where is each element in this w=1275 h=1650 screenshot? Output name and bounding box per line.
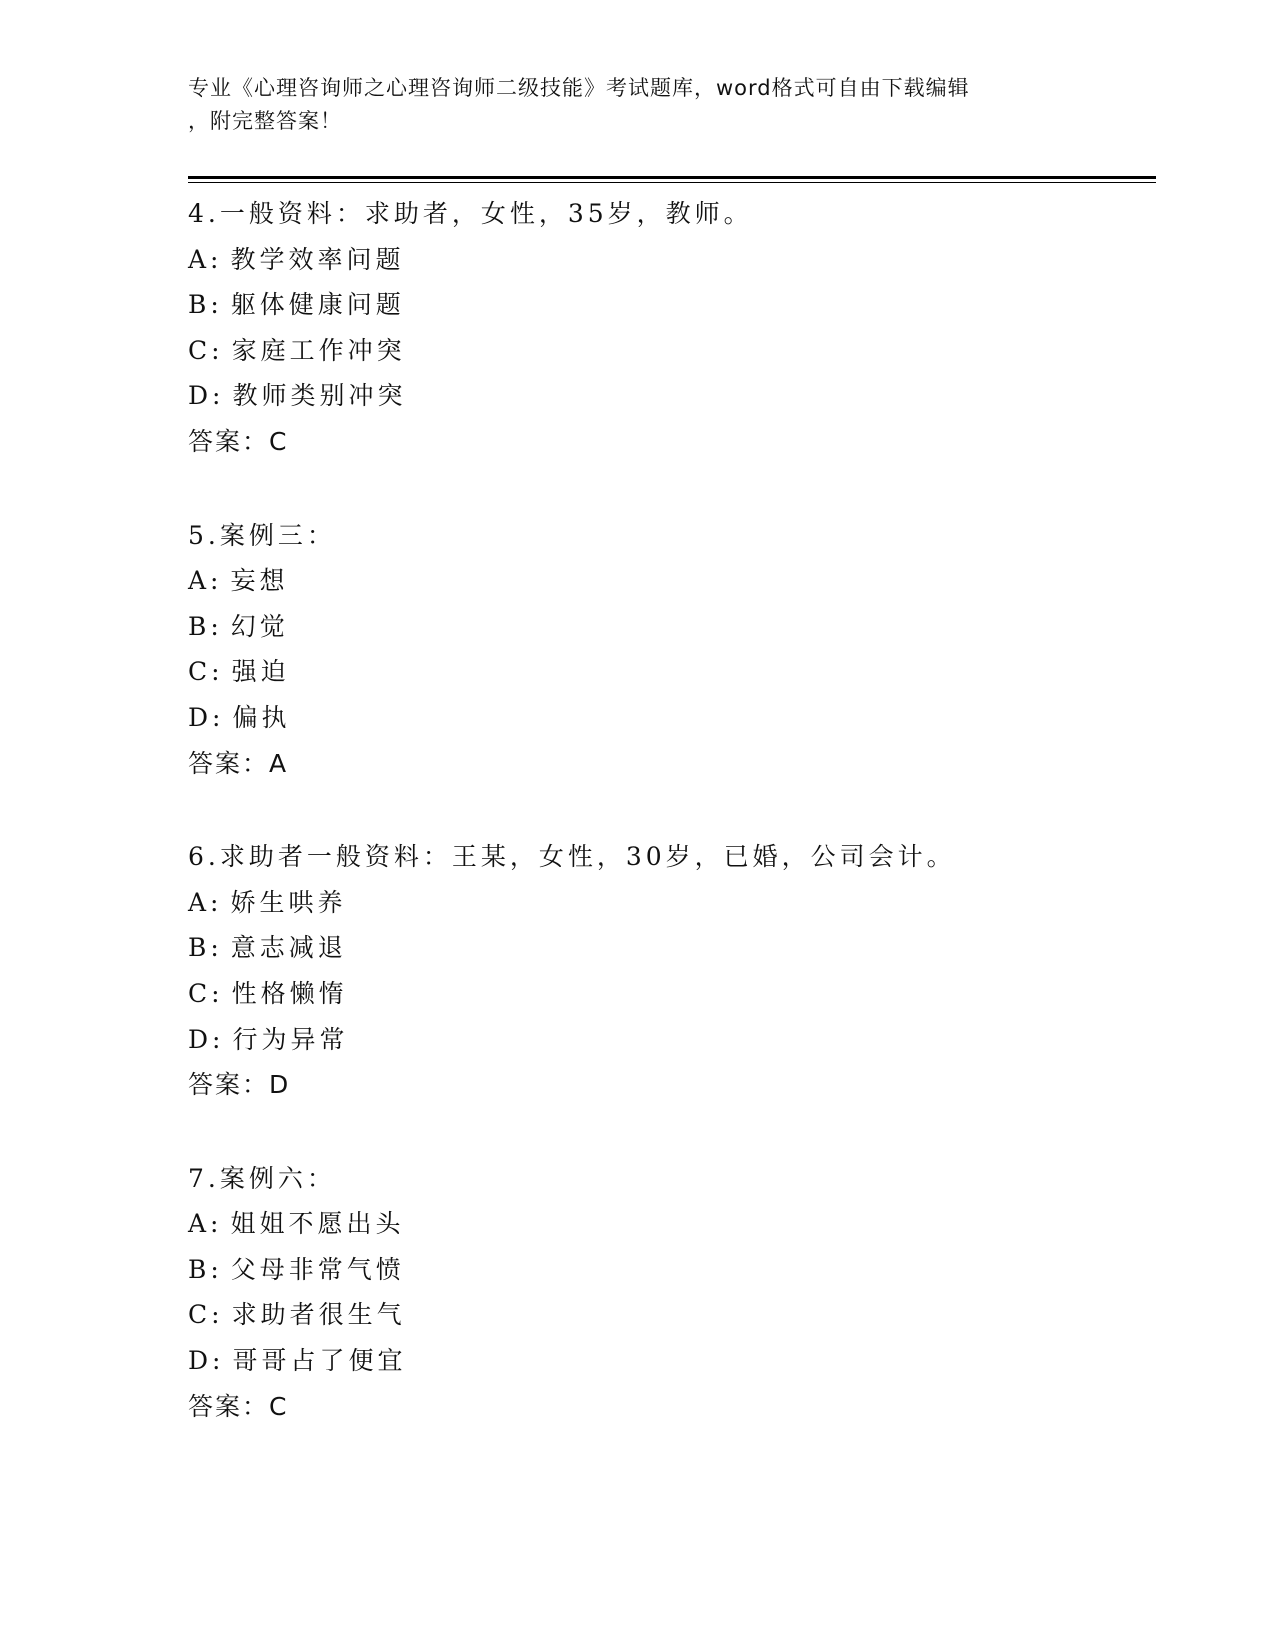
option-text: 教学效率问题 [230,244,405,274]
option-text: 性格懒惰 [231,978,348,1008]
answer-line [188,1384,1156,1430]
option-letter: A: [188,1209,223,1239]
option-text: 家庭工作冲突 [231,335,406,365]
option-a [188,558,1156,604]
question-stem: 6.求助者一般资料：王某，女性，30岁，已婚，公司会计。 [188,842,956,872]
option-text: 父母非常气愤 [230,1254,405,1284]
answer-line [188,1062,1156,1108]
option-letter: B: [188,933,223,963]
option-letter: D: [188,381,225,411]
option-d [188,695,1156,741]
header-divider-thin [188,182,1156,183]
question-item [188,834,1156,1108]
document-header [188,72,1088,138]
header-subtitle-line: ，附完整答案！ [188,109,342,133]
option-text: 娇生哄养 [230,887,347,917]
header-title-line: 专业《心理咨询师之心理咨询师二级技能》考试题库，word格式可自由下载编辑 [188,76,970,100]
answer-line [188,741,1156,787]
option-text: 强迫 [231,657,290,687]
option-text: 偏执 [232,702,291,732]
option-letter: C: [188,1300,224,1330]
option-d [188,1338,1156,1384]
question-item [188,513,1156,787]
option-text: 妄想 [230,566,289,596]
option-a [188,237,1156,283]
answer-value: C [269,1391,289,1421]
option-b [188,1247,1156,1293]
option-c [188,328,1156,374]
answer-value: A [269,748,289,778]
option-a [188,880,1156,926]
option-letter: A: [188,887,223,917]
option-text: 哥哥占了便宜 [232,1346,407,1376]
question-stem: 7.案例六： [188,1163,336,1193]
option-letter: B: [188,611,223,641]
option-c [188,649,1156,695]
header-divider-thick [188,176,1156,179]
option-letter: B: [188,290,223,320]
option-text: 躯体健康问题 [230,290,405,320]
question-item [188,1156,1156,1430]
answer-value: D [269,1070,291,1100]
answer-label: 答案： [188,426,270,456]
option-c [188,1292,1156,1338]
option-b [188,282,1156,328]
option-letter: C: [188,657,224,687]
question-stem: 4.一般资料：求助者，女性，35岁，教师。 [188,199,753,228]
answer-label: 答案： [188,1391,270,1421]
option-b [188,925,1156,971]
option-letter: B: [188,1254,223,1284]
question-list [188,191,1156,1477]
option-d [188,373,1156,419]
answer-label: 答案： [188,1070,270,1100]
option-text: 行为异常 [232,1024,349,1054]
option-a [188,1201,1156,1247]
option-text: 意志减退 [230,933,347,963]
option-letter: D: [188,702,225,732]
option-letter: C: [188,978,224,1008]
option-letter: A: [188,566,223,596]
option-letter: C: [188,335,224,365]
option-text: 姐姐不愿出头 [230,1209,405,1239]
option-letter: A: [188,244,223,274]
option-letter: D: [188,1024,225,1054]
question-item [188,191,1156,465]
question-stem: 5.案例三： [188,520,336,550]
answer-value: C [269,426,289,456]
answer-label: 答案： [188,748,270,778]
option-b [188,604,1156,650]
option-text: 求助者很生气 [231,1300,406,1330]
option-d [188,1017,1156,1063]
option-letter: D: [188,1346,225,1376]
answer-line [188,419,1156,465]
option-text: 教师类别冲突 [232,381,407,411]
option-c [188,971,1156,1017]
option-text: 幻觉 [230,611,289,641]
